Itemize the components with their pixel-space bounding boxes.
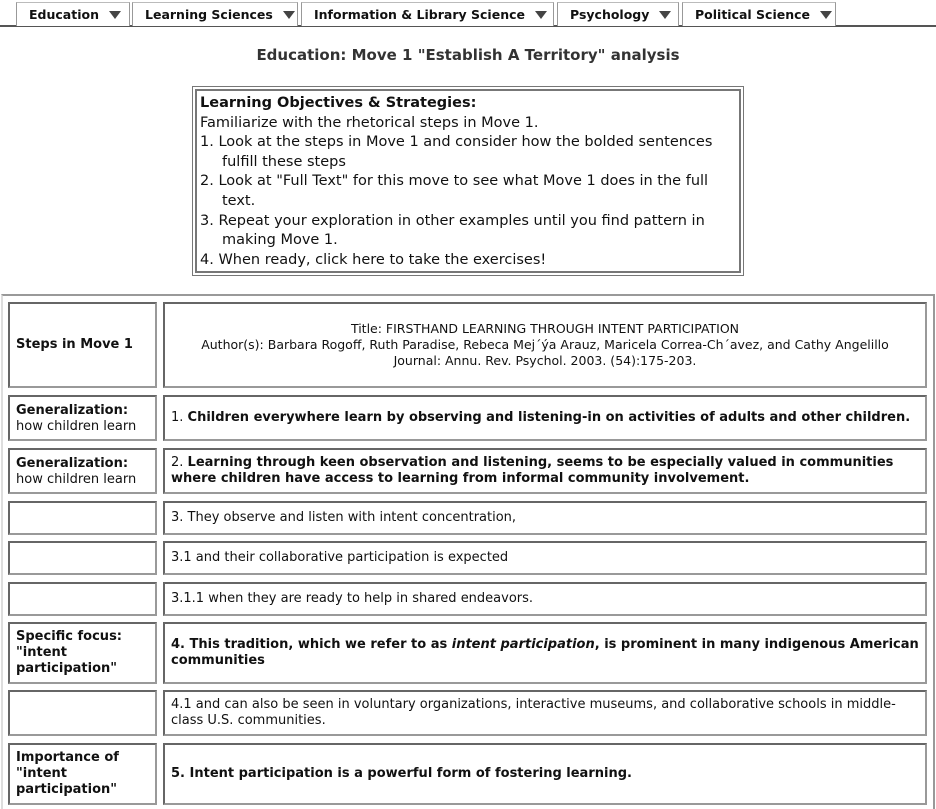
step-cell-empty [8,501,157,535]
sentence-cell [163,743,927,805]
sentence-cell [163,395,927,441]
objective-item: 1. Look at the steps in Move 1 and consider how the bolded sentences fulfill these steps [200,134,713,170]
discipline-nav [0,0,936,27]
sentence-text: Learning through keen observation and listening, seems to be especially valued in communities where children have access to learning from informal community involvement. [171,455,894,486]
article-title: Title: FIRSTHAND LEARNING THROUGH INTENT PARTICIPATION [350,321,740,336]
sentence-number: 2. [171,455,188,470]
tab-label: Education [29,7,99,22]
steps-header-label: Steps in Move 1 [16,337,133,352]
step-cell [8,622,157,684]
objective-item: 2. Look at "Full Text" for this move to see what Move 1 does in the full text. [200,173,709,209]
objective-item: 3. Repeat your exploration in other examples until you find pattern in making Move 1. [200,212,705,249]
sentence-cell [163,690,927,736]
sentence-text: 4.1 and can also be seen in voluntary organizations, interactive museums, and collaborative schools in middle-class U.S. communities. [171,697,896,728]
sentence-text: 3.1 and their collaborative participation is expected [171,550,509,565]
step-cell-empty [8,582,157,616]
article-authors: Author(s): Barbara Rogoff, Ruth Paradise, Rebeca Mej´ýa Arauz, Maricela Correa-Ch´avez, and Cathy Angelillo [201,337,889,352]
sentence-cell [163,622,927,684]
tab-psychology[interactable] [557,2,679,26]
step-label: Generalization: [16,403,129,418]
learning-objectives-box [192,86,744,276]
step-cell [8,448,157,494]
sentence-text: Children everywhere learn by observing and listening-in on activities of adults and other children. [187,410,911,425]
sentence-cell [163,582,927,616]
step-cell [8,395,157,441]
page-title: Education: Move 1 "Establish A Territory" analysis [256,46,680,64]
step-cell-empty [8,690,157,736]
exercises-link[interactable]: click here to take the exercises! [315,251,547,268]
sentence-text-italic: intent participation [451,637,595,652]
dropdown-arrow-icon [283,11,295,19]
objective-prefix: 4. When ready, [200,251,316,268]
step-cell [8,743,157,805]
step-sublabel: how children learn [16,419,137,434]
step-label: Specific focus: "intent participation" [16,629,122,676]
step-label: Generalization: [16,456,129,471]
step-cell-empty [8,541,157,575]
sentence-cell [163,448,927,494]
article-meta-cell [163,302,927,388]
article-journal: Journal: Annu. Rev. Psychol. 2003. (54):175-203. [393,353,697,368]
sentence-text-before: 4. This tradition, which we refer to as [171,637,452,652]
tab-label: Information & Library Science [314,7,525,22]
sentence-text: 3. They observe and listen with intent concentration, [171,510,517,525]
tab-information-library-science[interactable] [301,2,554,26]
sentence-cell [163,541,927,575]
tab-political-science[interactable] [682,2,836,26]
tab-label: Political Science [695,7,811,22]
objectives-intro: Familiarize with the rhetorical steps in Move 1. [200,114,539,131]
dropdown-arrow-icon [109,11,121,19]
step-sublabel: how children learn [16,472,137,487]
dropdown-arrow-icon [659,11,671,19]
sentence-text: 3.1.1 when they are ready to help in shared endeavors. [171,591,534,606]
objectives-list [200,133,736,270]
objectives-heading: Learning Objectives & Strategies: [200,95,477,111]
sentence-text-after: , is prominent in many indigenous American communities [171,637,919,668]
tab-label: Psychology [570,7,650,22]
tab-label: Learning Sciences [145,7,273,22]
sentence-text: 5. Intent participation is a powerful form of fostering learning. [171,766,632,781]
tab-education[interactable] [16,2,130,26]
dropdown-arrow-icon [535,11,547,19]
dropdown-arrow-icon [820,11,832,19]
sentence-cell [163,501,927,535]
tab-learning-sciences[interactable] [132,2,298,26]
step-label: Importance of "intent participation" [16,750,119,797]
objective-item [200,251,736,271]
steps-header-cell [8,302,157,388]
sentence-number: 1. [171,410,188,425]
